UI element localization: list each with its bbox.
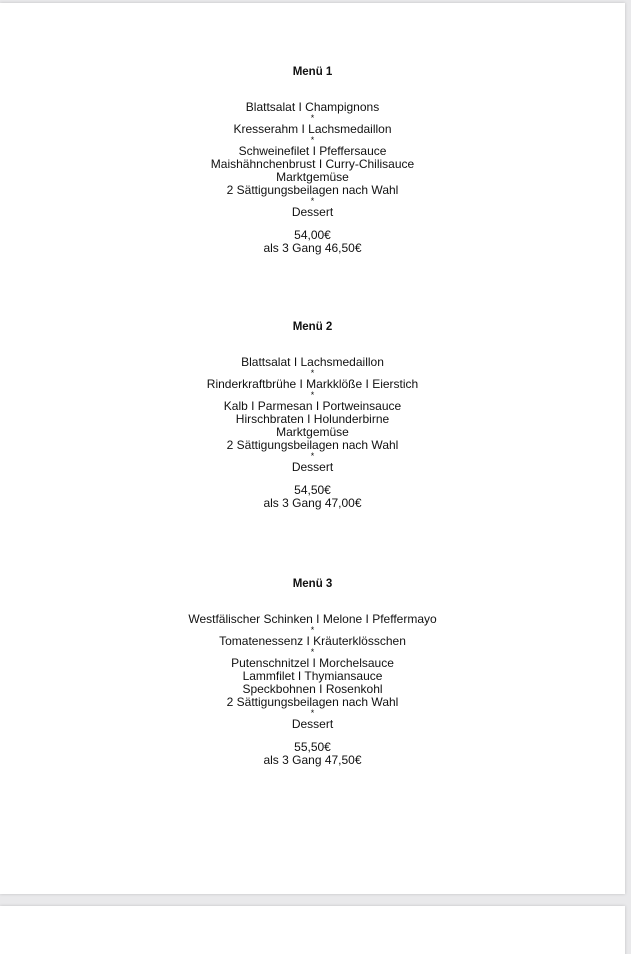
menu-title: Menü 1 (292, 66, 333, 78)
course-dessert: Dessert (291, 717, 334, 731)
course-main-1: Putenschnitzel I Morchelsauce (231, 656, 394, 670)
menu-price-3-course: als 3 Gang 47,50€ (263, 753, 362, 767)
menu-price-3-course: als 3 Gang 46,50€ (263, 241, 362, 255)
course-separator: * (310, 196, 315, 206)
course-separator: * (310, 113, 315, 123)
menu-price: 55,50€ (294, 740, 331, 754)
document-page-1 (0, 3, 625, 894)
menu-1 (0, 65, 625, 255)
course-main-4: 2 Sättigungsbeilagen nach Wahl (226, 183, 399, 197)
course-separator: * (310, 390, 315, 400)
course-separator: * (310, 451, 315, 461)
course-main-3: Marktgemüse (276, 425, 349, 439)
course-main-2: Hirschbraten I Holunderbirne (235, 412, 390, 426)
course-main-1: Schweinefilet I Pfeffersauce (238, 144, 387, 158)
course-separator: * (310, 647, 315, 657)
menu-price-3-course: als 3 Gang 47,00€ (263, 496, 362, 510)
course-main-4: 2 Sättigungsbeilagen nach Wahl (226, 438, 399, 452)
course-soup: Rinderkraftbrühe I Markklöße I Eierstich (206, 377, 419, 391)
course-starter: Westfälischer Schinken I Melone I Pfeffermayo (188, 612, 437, 626)
course-main-3: Speckbohnen I Rosenkohl (242, 682, 383, 696)
course-starter: Blattsalat I Champignons (245, 100, 380, 114)
course-separator: * (310, 625, 315, 635)
menu-price: 54,00€ (294, 228, 331, 242)
course-main-1: Kalb I Parmesan I Portweinsauce (223, 399, 402, 413)
course-separator: * (310, 708, 315, 718)
course-dessert: Dessert (291, 460, 334, 474)
course-soup: Kresserahm I Lachsmedaillon (233, 122, 392, 136)
course-starter: Blattsalat I Lachsmedaillon (241, 355, 384, 369)
course-main-2: Maishähnchenbrust I Curry-Chilisauce (210, 157, 415, 171)
menu-title: Menü 2 (292, 321, 333, 333)
course-separator: * (310, 368, 315, 378)
menu-title: Menü 3 (292, 578, 333, 590)
menu-2 (0, 320, 625, 510)
course-main-3: Marktgemüse (276, 170, 349, 184)
course-dessert: Dessert (291, 205, 334, 219)
menu-price: 54,50€ (294, 483, 331, 497)
course-main-4: 2 Sättigungsbeilagen nach Wahl (226, 695, 399, 709)
course-main-2: Lammfilet I Thymiansauce (242, 669, 383, 683)
course-soup: Tomatenessenz I Kräuterklösschen (219, 634, 406, 648)
course-separator: * (310, 135, 315, 145)
document-page-2 (0, 906, 625, 954)
menu-3 (0, 577, 625, 767)
